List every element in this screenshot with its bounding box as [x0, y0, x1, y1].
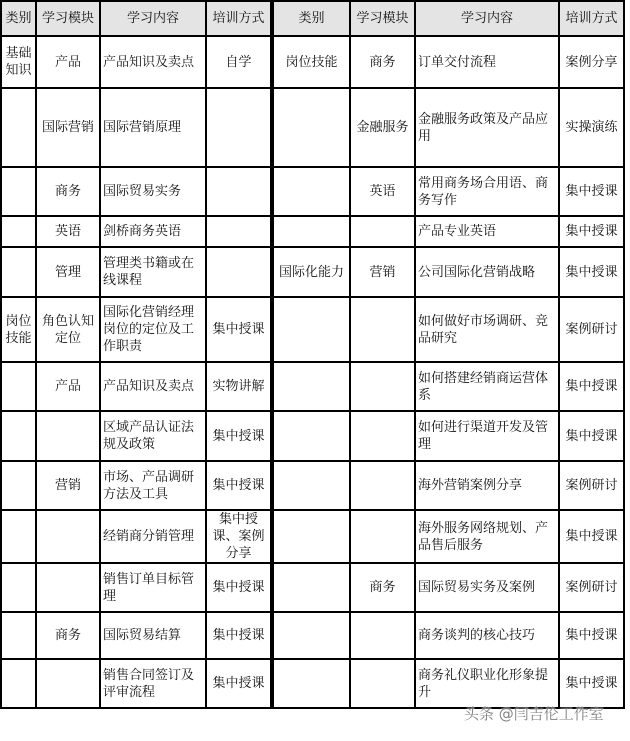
header-method-right: 培训方式: [559, 1, 624, 36]
right-category-cell: [272, 612, 350, 659]
right-category-cell: [272, 362, 350, 411]
right-category-cell: [272, 411, 350, 461]
left-method-cell: 集中授课: [206, 612, 272, 659]
table-row: [1, 297, 624, 362]
right-module-cell: [350, 461, 415, 510]
right-module-cell: 商务: [350, 563, 415, 612]
header-content: 学习内容: [100, 1, 206, 36]
right-category-cell: [272, 510, 350, 563]
right-module-cell: 英语: [350, 167, 415, 216]
right-method-cell: 案例分享: [559, 36, 624, 88]
left-method-cell: [206, 167, 272, 216]
header-category-right: 类别: [272, 1, 350, 36]
right-method-cell: 案例研讨: [559, 297, 624, 362]
left-method-cell: [206, 88, 272, 167]
right-content-cell: 海外营销案例分享: [415, 461, 559, 510]
right-content-cell: 如何搭建经销商运营体系: [415, 362, 559, 411]
left-method-cell: 集中授课、案例分享: [206, 510, 272, 563]
right-category-cell: 国际化能力: [272, 247, 350, 297]
left-category-cell: 岗位技能: [1, 297, 36, 362]
left-module-cell: 产品: [36, 362, 100, 411]
left-module-cell: [36, 411, 100, 461]
left-category-cell: [1, 612, 36, 659]
right-content-cell: 公司国际化营销战略: [415, 247, 559, 297]
left-content-cell: 剑桥商务英语: [100, 216, 206, 247]
left-method-cell: [206, 247, 272, 297]
left-content-cell: 国际贸易结算: [100, 612, 206, 659]
left-module-cell: 商务: [36, 612, 100, 659]
left-content-cell: 经销商分销管理: [100, 510, 206, 563]
right-content-cell: 订单交付流程: [415, 36, 559, 88]
left-method-cell: 集中授课: [206, 297, 272, 362]
right-content-cell: 国际贸易实务及案例: [415, 563, 559, 612]
left-method-cell: 集中授课: [206, 461, 272, 510]
left-method-cell: 自学: [206, 36, 272, 88]
right-method-cell: 案例研讨: [559, 563, 624, 612]
right-module-cell: [350, 612, 415, 659]
left-content-cell: 国际化营销经理岗位的定位及工作职责: [100, 297, 206, 362]
right-method-cell: 集中授课: [559, 167, 624, 216]
right-content-cell: 如何做好市场调研、竞品研究: [415, 297, 559, 362]
left-category-cell: [1, 167, 36, 216]
header-category: 类别: [1, 1, 36, 36]
right-method-cell: 集中授课: [559, 659, 624, 708]
right-module-cell: 金融服务: [350, 88, 415, 167]
left-content-cell: 产品知识及卖点: [100, 36, 206, 88]
left-category-cell: [1, 216, 36, 247]
left-method-cell: 集中授课: [206, 563, 272, 612]
table-row: [1, 510, 624, 563]
right-content-cell: 产品专业英语: [415, 216, 559, 247]
right-method-cell: 集中授课: [559, 411, 624, 461]
right-content-cell: 如何进行渠道开发及管理: [415, 411, 559, 461]
right-module-cell: [350, 362, 415, 411]
right-category-cell: [272, 461, 350, 510]
right-content-cell: 海外服务网络规划、产品售后服务: [415, 510, 559, 563]
right-category-cell: [272, 167, 350, 216]
left-module-cell: 产品: [36, 36, 100, 88]
left-module-cell: 角色认知定位: [36, 297, 100, 362]
left-method-cell: 集中授课: [206, 659, 272, 708]
right-method-cell: 集中授课: [559, 216, 624, 247]
left-category-cell: [1, 563, 36, 612]
left-module-cell: 管理: [36, 247, 100, 297]
left-content-cell: 国际营销原理: [100, 88, 206, 167]
left-category-cell: [1, 461, 36, 510]
header-row: [1, 1, 624, 36]
table-row: [1, 411, 624, 461]
left-category-cell: [1, 411, 36, 461]
right-module-cell: [350, 510, 415, 563]
left-category-cell: [1, 510, 36, 563]
right-method-cell: 集中授课: [559, 510, 624, 563]
left-module-cell: 营销: [36, 461, 100, 510]
left-category-cell: [1, 362, 36, 411]
header-method: 培训方式: [206, 1, 272, 36]
watermark: 头条 @闫吉伦工作室: [464, 705, 604, 723]
table-row: [1, 216, 624, 247]
left-method-cell: 集中授课: [206, 411, 272, 461]
table-row: [1, 659, 624, 708]
left-content-cell: 产品知识及卖点: [100, 362, 206, 411]
left-content-cell: 国际贸易实务: [100, 167, 206, 216]
table-row: [1, 461, 624, 510]
left-method-cell: 实物讲解: [206, 362, 272, 411]
right-category-cell: [272, 659, 350, 708]
right-category-cell: [272, 216, 350, 247]
left-content-cell: 销售订单目标管理: [100, 563, 206, 612]
right-category-cell: [272, 563, 350, 612]
left-content-cell: 销售合同签订及评审流程: [100, 659, 206, 708]
header-module: 学习模块: [36, 1, 100, 36]
right-content-cell: 商务谈判的核心技巧: [415, 612, 559, 659]
right-category-cell: [272, 297, 350, 362]
right-module-cell: [350, 411, 415, 461]
left-category-cell: [1, 88, 36, 167]
left-module-cell: [36, 510, 100, 563]
right-content-cell: 商务礼仪职业化形象提升: [415, 659, 559, 708]
left-content-cell: 市场、产品调研方法及工具: [100, 461, 206, 510]
right-method-cell: 集中授课: [559, 612, 624, 659]
left-category-cell: [1, 659, 36, 708]
right-content-cell: 金融服务政策及产品应用: [415, 88, 559, 167]
table-row: [1, 362, 624, 411]
right-module-cell: [350, 659, 415, 708]
left-module-cell: 英语: [36, 216, 100, 247]
table-row: [1, 167, 624, 216]
right-module-cell: 营销: [350, 247, 415, 297]
right-module-cell: 商务: [350, 36, 415, 88]
table-row: [1, 36, 624, 88]
right-module-cell: [350, 216, 415, 247]
left-method-cell: [206, 216, 272, 247]
right-method-cell: 实操演练: [559, 88, 624, 167]
right-method-cell: 集中授课: [559, 247, 624, 297]
right-content-cell: 常用商务场合用语、商务写作: [415, 167, 559, 216]
right-category-cell: 岗位技能: [272, 36, 350, 88]
table-row: [1, 563, 624, 612]
right-method-cell: 集中授课: [559, 362, 624, 411]
right-module-cell: [350, 297, 415, 362]
table-row: [1, 612, 624, 659]
left-category-cell: 基础知识: [1, 36, 36, 88]
left-module-cell: [36, 659, 100, 708]
header-content-right: 学习内容: [415, 1, 559, 36]
right-category-cell: [272, 88, 350, 167]
header-module-right: 学习模块: [350, 1, 415, 36]
left-module-cell: 商务: [36, 167, 100, 216]
left-content-cell: 管理类书籍或在线课程: [100, 247, 206, 297]
table-row: [1, 88, 624, 167]
left-module-cell: 国际营销: [36, 88, 100, 167]
left-category-cell: [1, 247, 36, 297]
left-content-cell: 区域产品认证法规及政策: [100, 411, 206, 461]
right-method-cell: 案例研讨: [559, 461, 624, 510]
left-module-cell: [36, 563, 100, 612]
table-row: [1, 247, 624, 297]
